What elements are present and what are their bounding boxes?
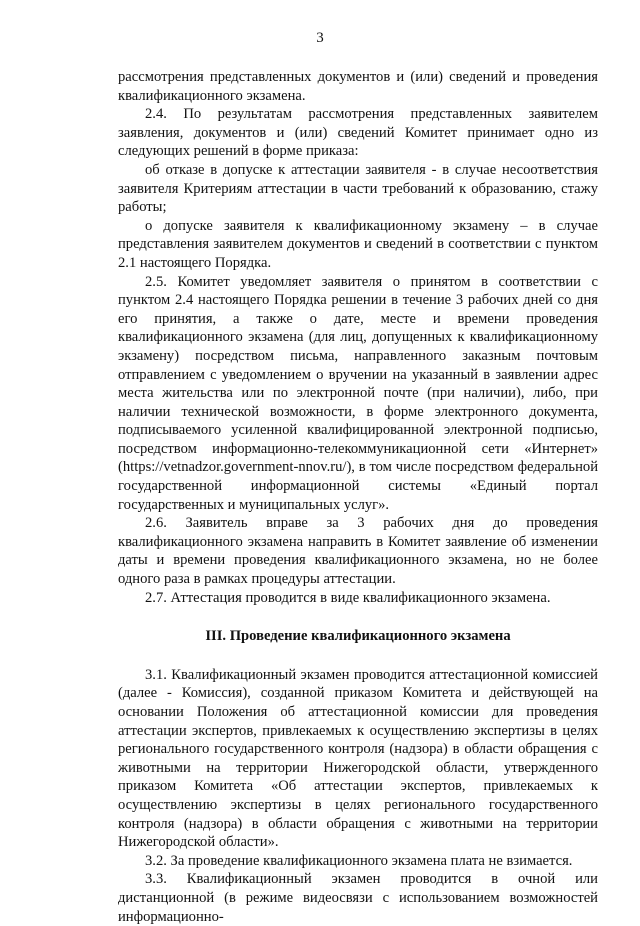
paragraph-admission-decision: о допуске заявителя к квалификационному экзамену – в случае представления заявителем документов и сведений в соответствии с пунктом 2.1 настоящего Порядка. (118, 217, 598, 271)
paragraph-2-6: 2.6. Заявитель вправе за 3 рабочих дня до проведения квалификационного экзамена направить в Комитет заявление об изменении даты и времени проведения квалификационного экзамена, но не более одного раза в рамках процедуры аттестации. (118, 515, 598, 588)
paragraph-refusal-decision: об отказе в допуске к аттестации заявителя - в случае несоответствия заявителя Критериям аттестации в части требований к образованию, стажу работы; (118, 161, 598, 216)
document-body (118, 68, 598, 926)
paragraph-2-4: 2.4. По результатам рассмотрения представленных заявителем заявления, документов и (или) сведений Комитет принимает одно из следующих решений в форме приказа: (118, 106, 598, 160)
paragraphs-before-heading (118, 68, 598, 607)
paragraph-2-5: 2.5. Комитет уведомляет заявителя о принятом в соответствии с пунктом 2.4 настоящего Порядка решении в течение 3 рабочих дней со дня его принятия, а также о дате, месте и времени проведения квалификационного экзамена (для лиц, допущенных к квалификационному экзамену) посредством письма, направленного заказным почтовым отправлением с уведомлением о вручении на указанный в заявлении адрес места жительства или по электронной почте (при наличии), либо, при наличии технической возможности, в форме электронного документа, подписываемого усиленной квалифицированной электронной подписью, посредством информационно-телекоммуникационной сети «Интернет» (https://vetnadzor.government-nnov.ru/), в том числе посредством федеральной государственной информационной системы «Единый портал государственных и муниципальных услуг». (118, 273, 598, 513)
paragraph-continuation: рассмотрения представленных документов и (или) сведений и проведения квалификационного экзамена. (118, 69, 598, 104)
section-heading: III. Проведение квалификационного экзамена (205, 628, 511, 645)
paragraph-3-1: 3.1. Квалификационный экзамен проводится аттестационной комиссией (далее - Комиссия), созданной приказом Комитета и действующей на основании Положения об аттестационной комиссии для проведения аттестации экспертов, привлекаемых к осуществлению экспертизы в целях регионального государственного контроля (надзора) в области обращения с животными на территории Нижегородской области, утвержденного приказом Комитета «Об аттестации экспертов, привлекаемых к осуществлению экспертизы в целях регионального государственного контроля (надзора) в области обращения с животными на территории Нижегородской области». (118, 666, 598, 851)
paragraph-3-3: 3.3. Квалификационный экзамен проводится в очной или дистанционной (в режиме видеосвязи с использованием возможностей информационно- (118, 871, 598, 925)
paragraph-2-7: 2.7. Аттестация проводится в виде квалификационного экзамена. (145, 589, 551, 606)
paragraphs-after-heading (118, 666, 598, 926)
page-number: 3 (316, 30, 324, 46)
paragraph-3-2: 3.2. За проведение квалификационного экзамена плата не взимается. (145, 852, 573, 869)
